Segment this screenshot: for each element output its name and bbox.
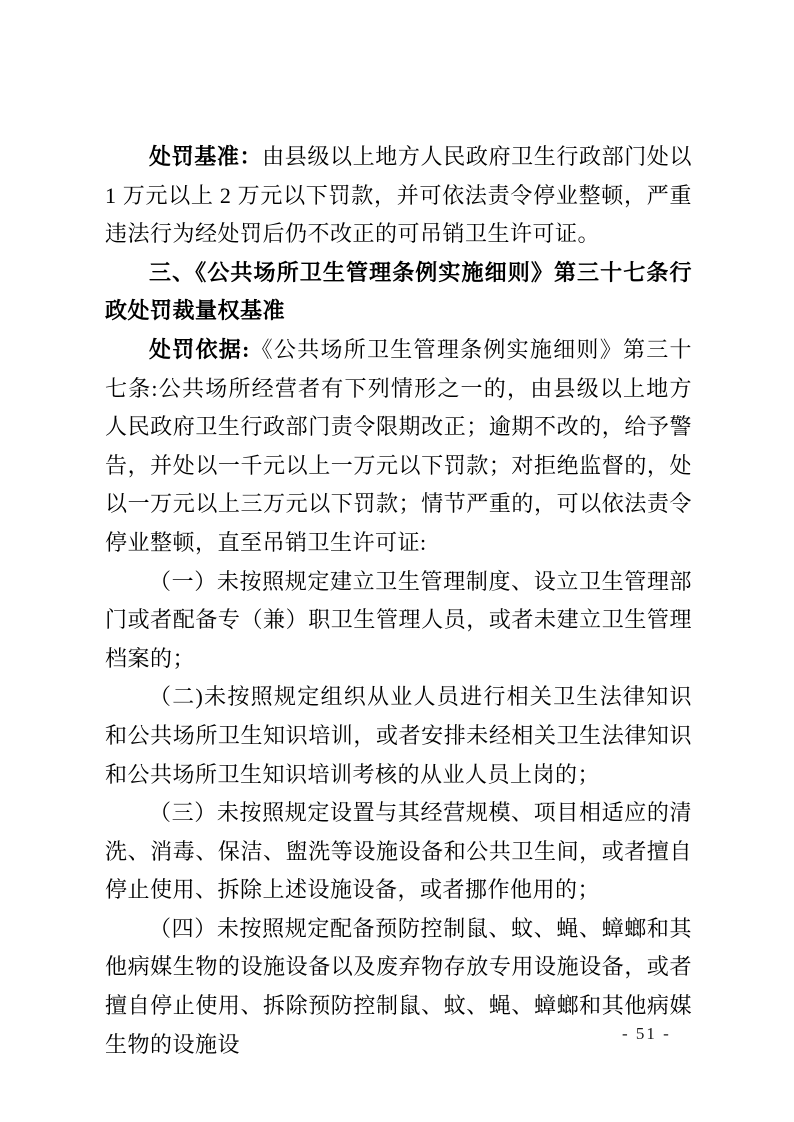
document-body (105, 138, 692, 1064)
section-heading (105, 254, 692, 331)
list-item-4-text: （四）未按照规定配备预防控制鼠、蚊、蝇、蟑螂和其他病媒生物的设施设备以及废弃物存放专用设施设备，或者擅自停止使用、拆除预防控制鼠、蚊、蝇、蟑螂和其他病媒生物的设施设 (105, 915, 692, 1057)
penalty-basis-text: 《公共场所卫生管理条例实施细则》第三十七条:公共场所经营者有下列情形之一的，由县级以上地方人民政府卫生行政部门责令限期改正；逾期不改的，给予警告，并处以一千元以上一万元以下罚款；对拒绝监督的，处以一万元以上三万元以下罚款；情节严重的，可以依法责令停业整顿，直至吊销卫生许可证: (105, 336, 692, 555)
paragraph-penalty-standard (105, 138, 692, 254)
list-item-3-text: （三）未按照规定设置与其经营规模、项目相适应的清洗、消毒、保洁、盥洗等设施设备和公共卫生间，或者擅自停止使用、拆除上述设施设备，或者挪作他用的； (105, 800, 692, 903)
list-item-1 (105, 563, 692, 679)
list-item-4 (105, 910, 692, 1064)
penalty-basis-label: 处罚依据: (149, 336, 250, 362)
list-item-1-text: （一）未按照规定建立卫生管理制度、设立卫生管理部门或者配备专（兼）职卫生管理人员，或者未建立卫生管理档案的； (105, 568, 692, 671)
penalty-standard-text: 由县级以上地方人民政府卫生行政部门处以 1 万元以上 2 万元以下罚款，并可依法责令停业整顿，严重违法行为经处罚后仍不改正的可吊销卫生许可证。 (105, 144, 692, 247)
page-number: - 51 - (622, 1024, 671, 1043)
penalty-standard-label: 处罚基准： (149, 144, 263, 169)
section-heading-text: 三、《公共场所卫生管理条例实施细则》第三十七条行政处罚裁量权基准 (105, 259, 692, 324)
list-item-2 (105, 678, 692, 794)
list-item-2-text: （二)未按照规定组织从业人员进行相关卫生法律知识和公共场所卫生知识培训，或者安排未经相关卫生法律知识和公共场所卫生知识培训考核的从业人员上岗的； (105, 684, 692, 787)
paragraph-penalty-basis (105, 331, 692, 563)
list-item-3 (105, 794, 692, 910)
